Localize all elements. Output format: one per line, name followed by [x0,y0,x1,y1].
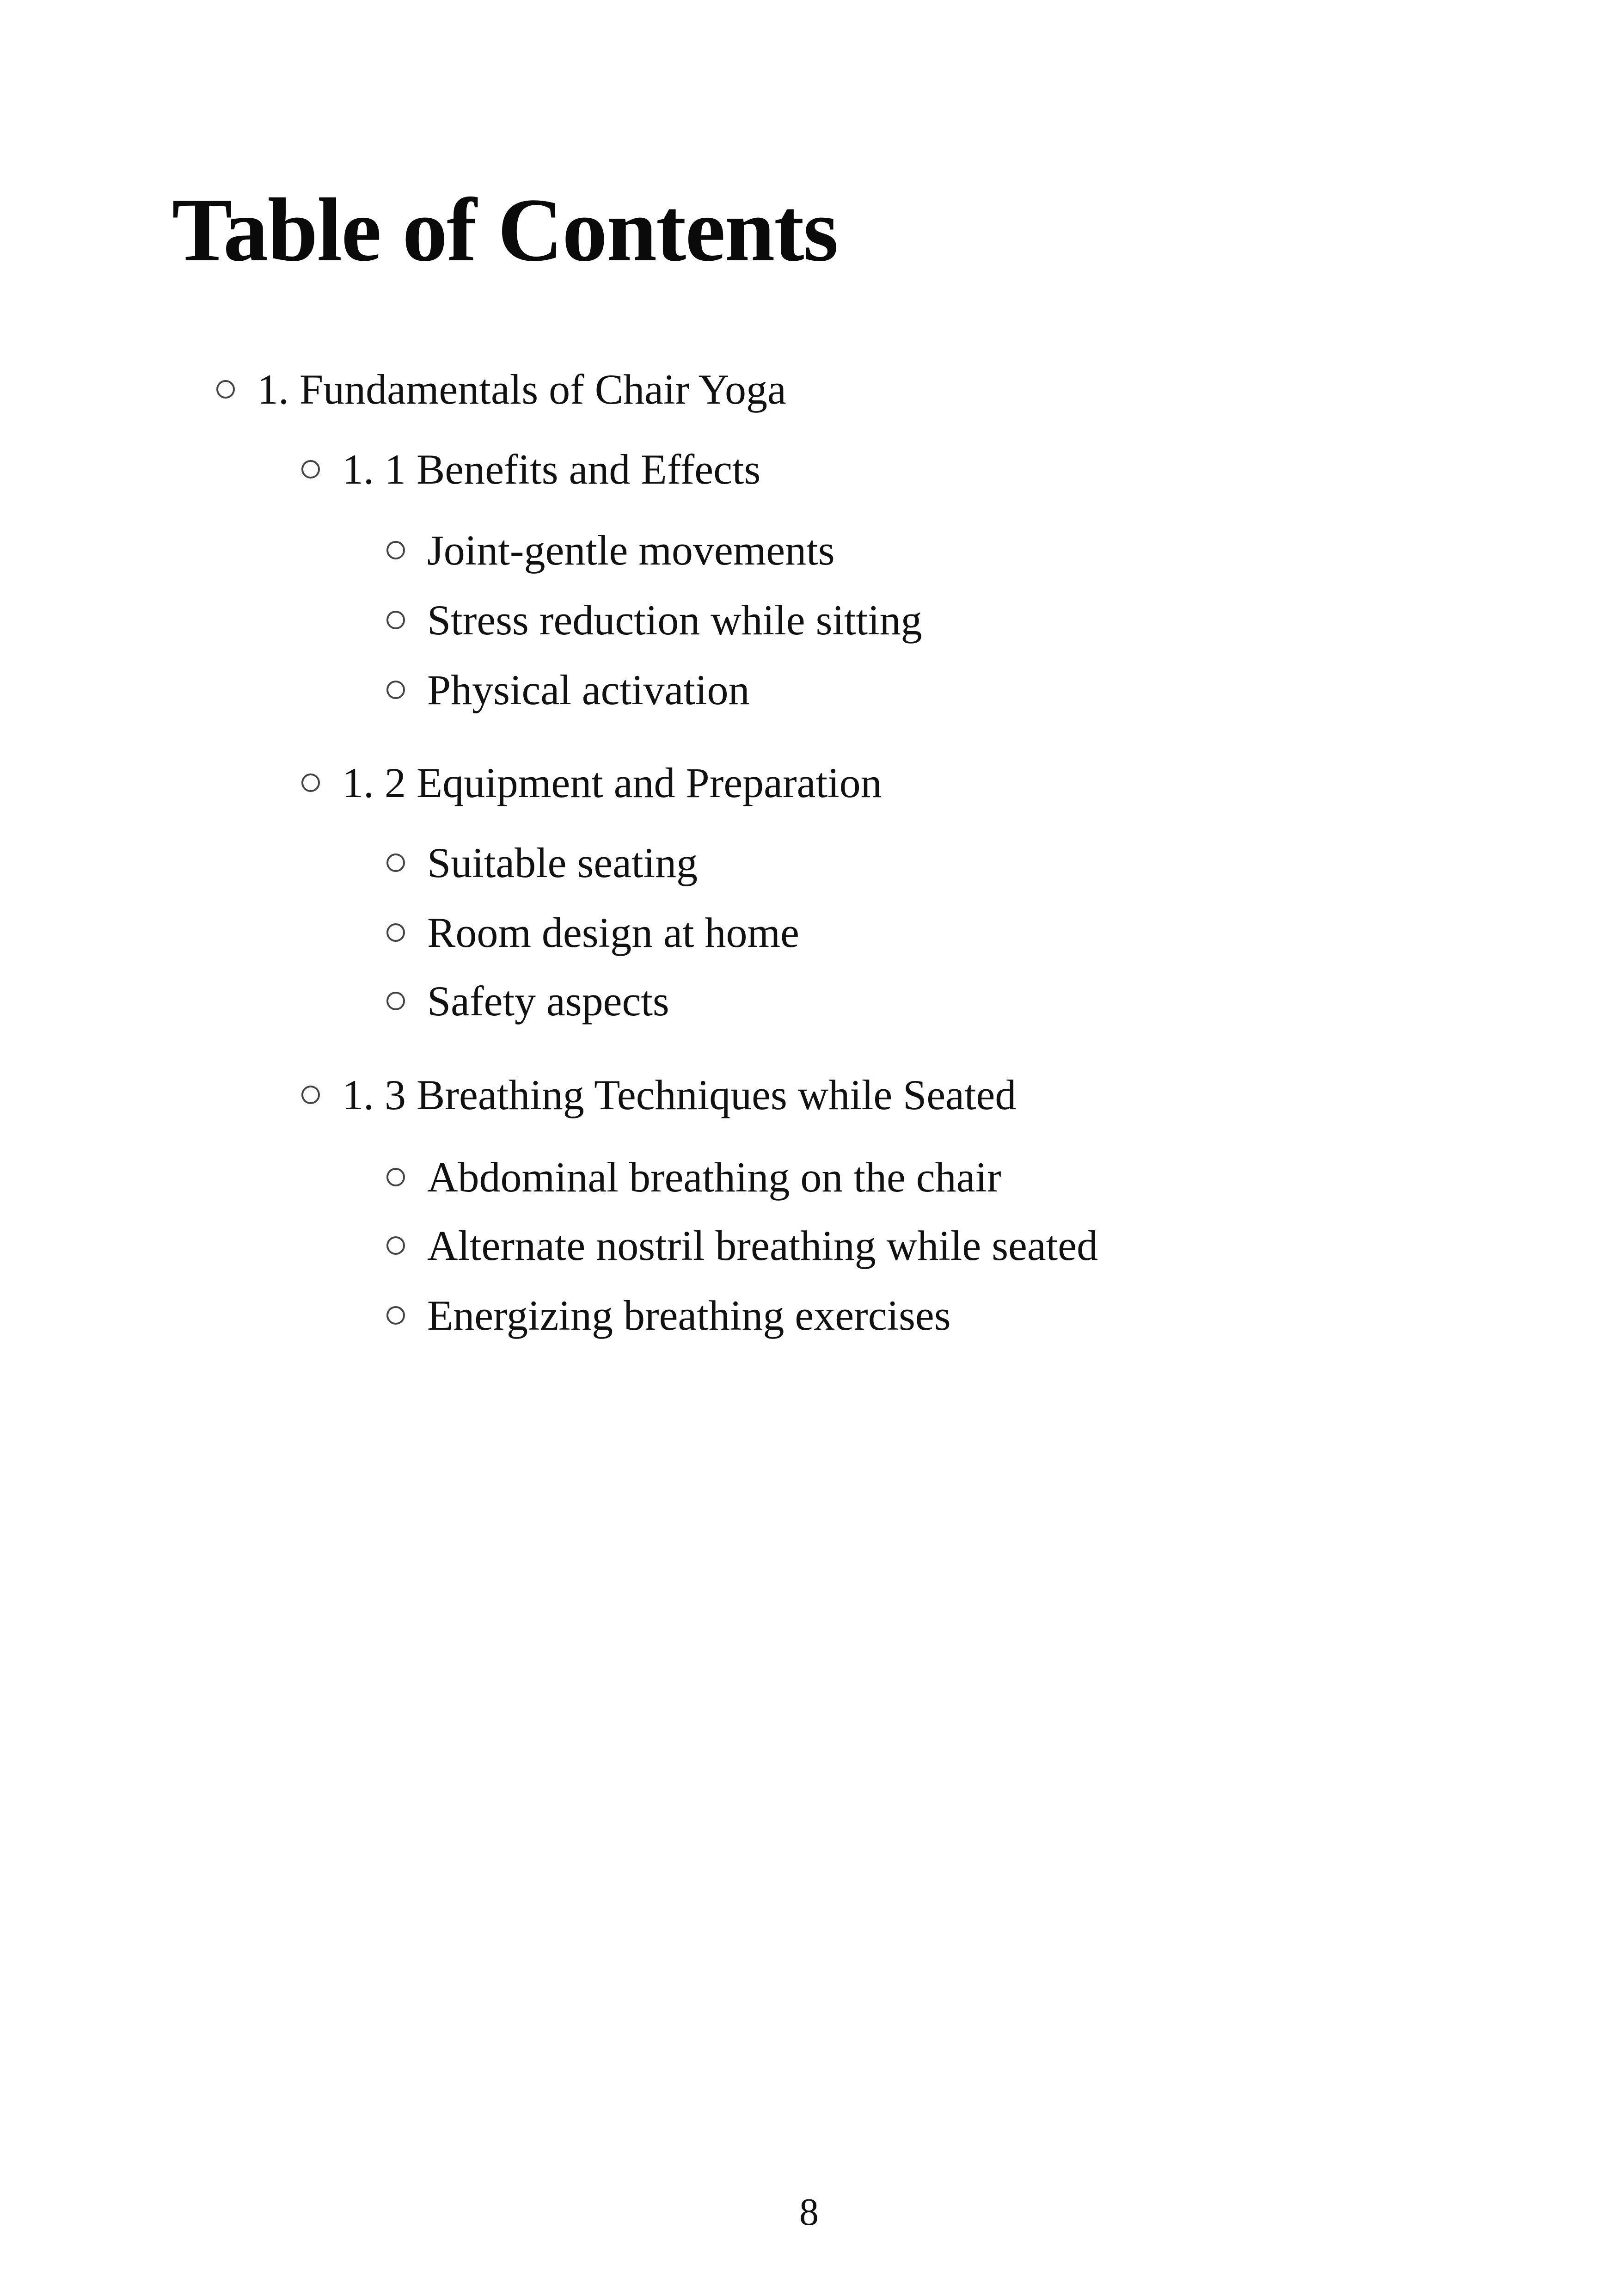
toc-subsection-1-2 [301,755,882,810]
hollow-circle-bullet-icon [386,923,405,942]
toc-entry [386,592,922,648]
toc-entry [386,835,698,890]
toc-section-1 [216,362,786,417]
toc-subsection-1-1 [301,442,760,497]
hollow-circle-bullet-icon [386,853,405,872]
toc-subsection-label: 1. 3 Breathing Techniques while Seated [342,1071,1017,1118]
toc-entry [386,905,799,960]
hollow-circle-bullet-icon [216,380,235,399]
toc-entry-label: Joint-gentle movements [427,527,835,574]
toc-entry-label: Physical activation [427,666,750,713]
toc-subsection-label: 1. 2 Equipment and Preparation [342,759,882,806]
page-number: 8 [799,2191,819,2234]
hollow-circle-bullet-icon [386,1236,405,1255]
toc-entry-label: Energizing breathing exercises [427,1292,951,1339]
toc-entry [386,1288,951,1343]
toc-entry [386,1218,1098,1273]
toc-entry [386,522,835,578]
toc-entry-label: Abdominal breathing on the chair [427,1154,1001,1201]
hollow-circle-bullet-icon [386,541,405,559]
toc-subsection-1-3 [301,1067,1016,1123]
hollow-circle-bullet-icon [301,1086,320,1104]
hollow-circle-bullet-icon [301,460,320,479]
hollow-circle-bullet-icon [386,1168,405,1186]
page-title: Table of Contents [172,180,838,280]
toc-entry-label: Room design at home [427,909,799,956]
toc-entry [386,1149,1001,1205]
toc-entry [386,662,750,718]
hollow-circle-bullet-icon [386,1306,405,1325]
toc-entry [386,973,669,1029]
hollow-circle-bullet-icon [386,992,405,1010]
hollow-circle-bullet-icon [301,774,320,792]
toc-entry-label: Stress reduction while sitting [427,596,922,644]
toc-entry-label: Alternate nostril breathing while seated [427,1222,1098,1269]
hollow-circle-bullet-icon [386,681,405,699]
hollow-circle-bullet-icon [386,611,405,629]
toc-section-label: 1. Fundamentals of Chair Yoga [257,366,786,413]
toc-subsection-label: 1. 1 Benefits and Effects [342,446,761,493]
toc-entry-label: Safety aspects [427,977,669,1025]
toc-entry-label: Suitable seating [427,839,698,886]
